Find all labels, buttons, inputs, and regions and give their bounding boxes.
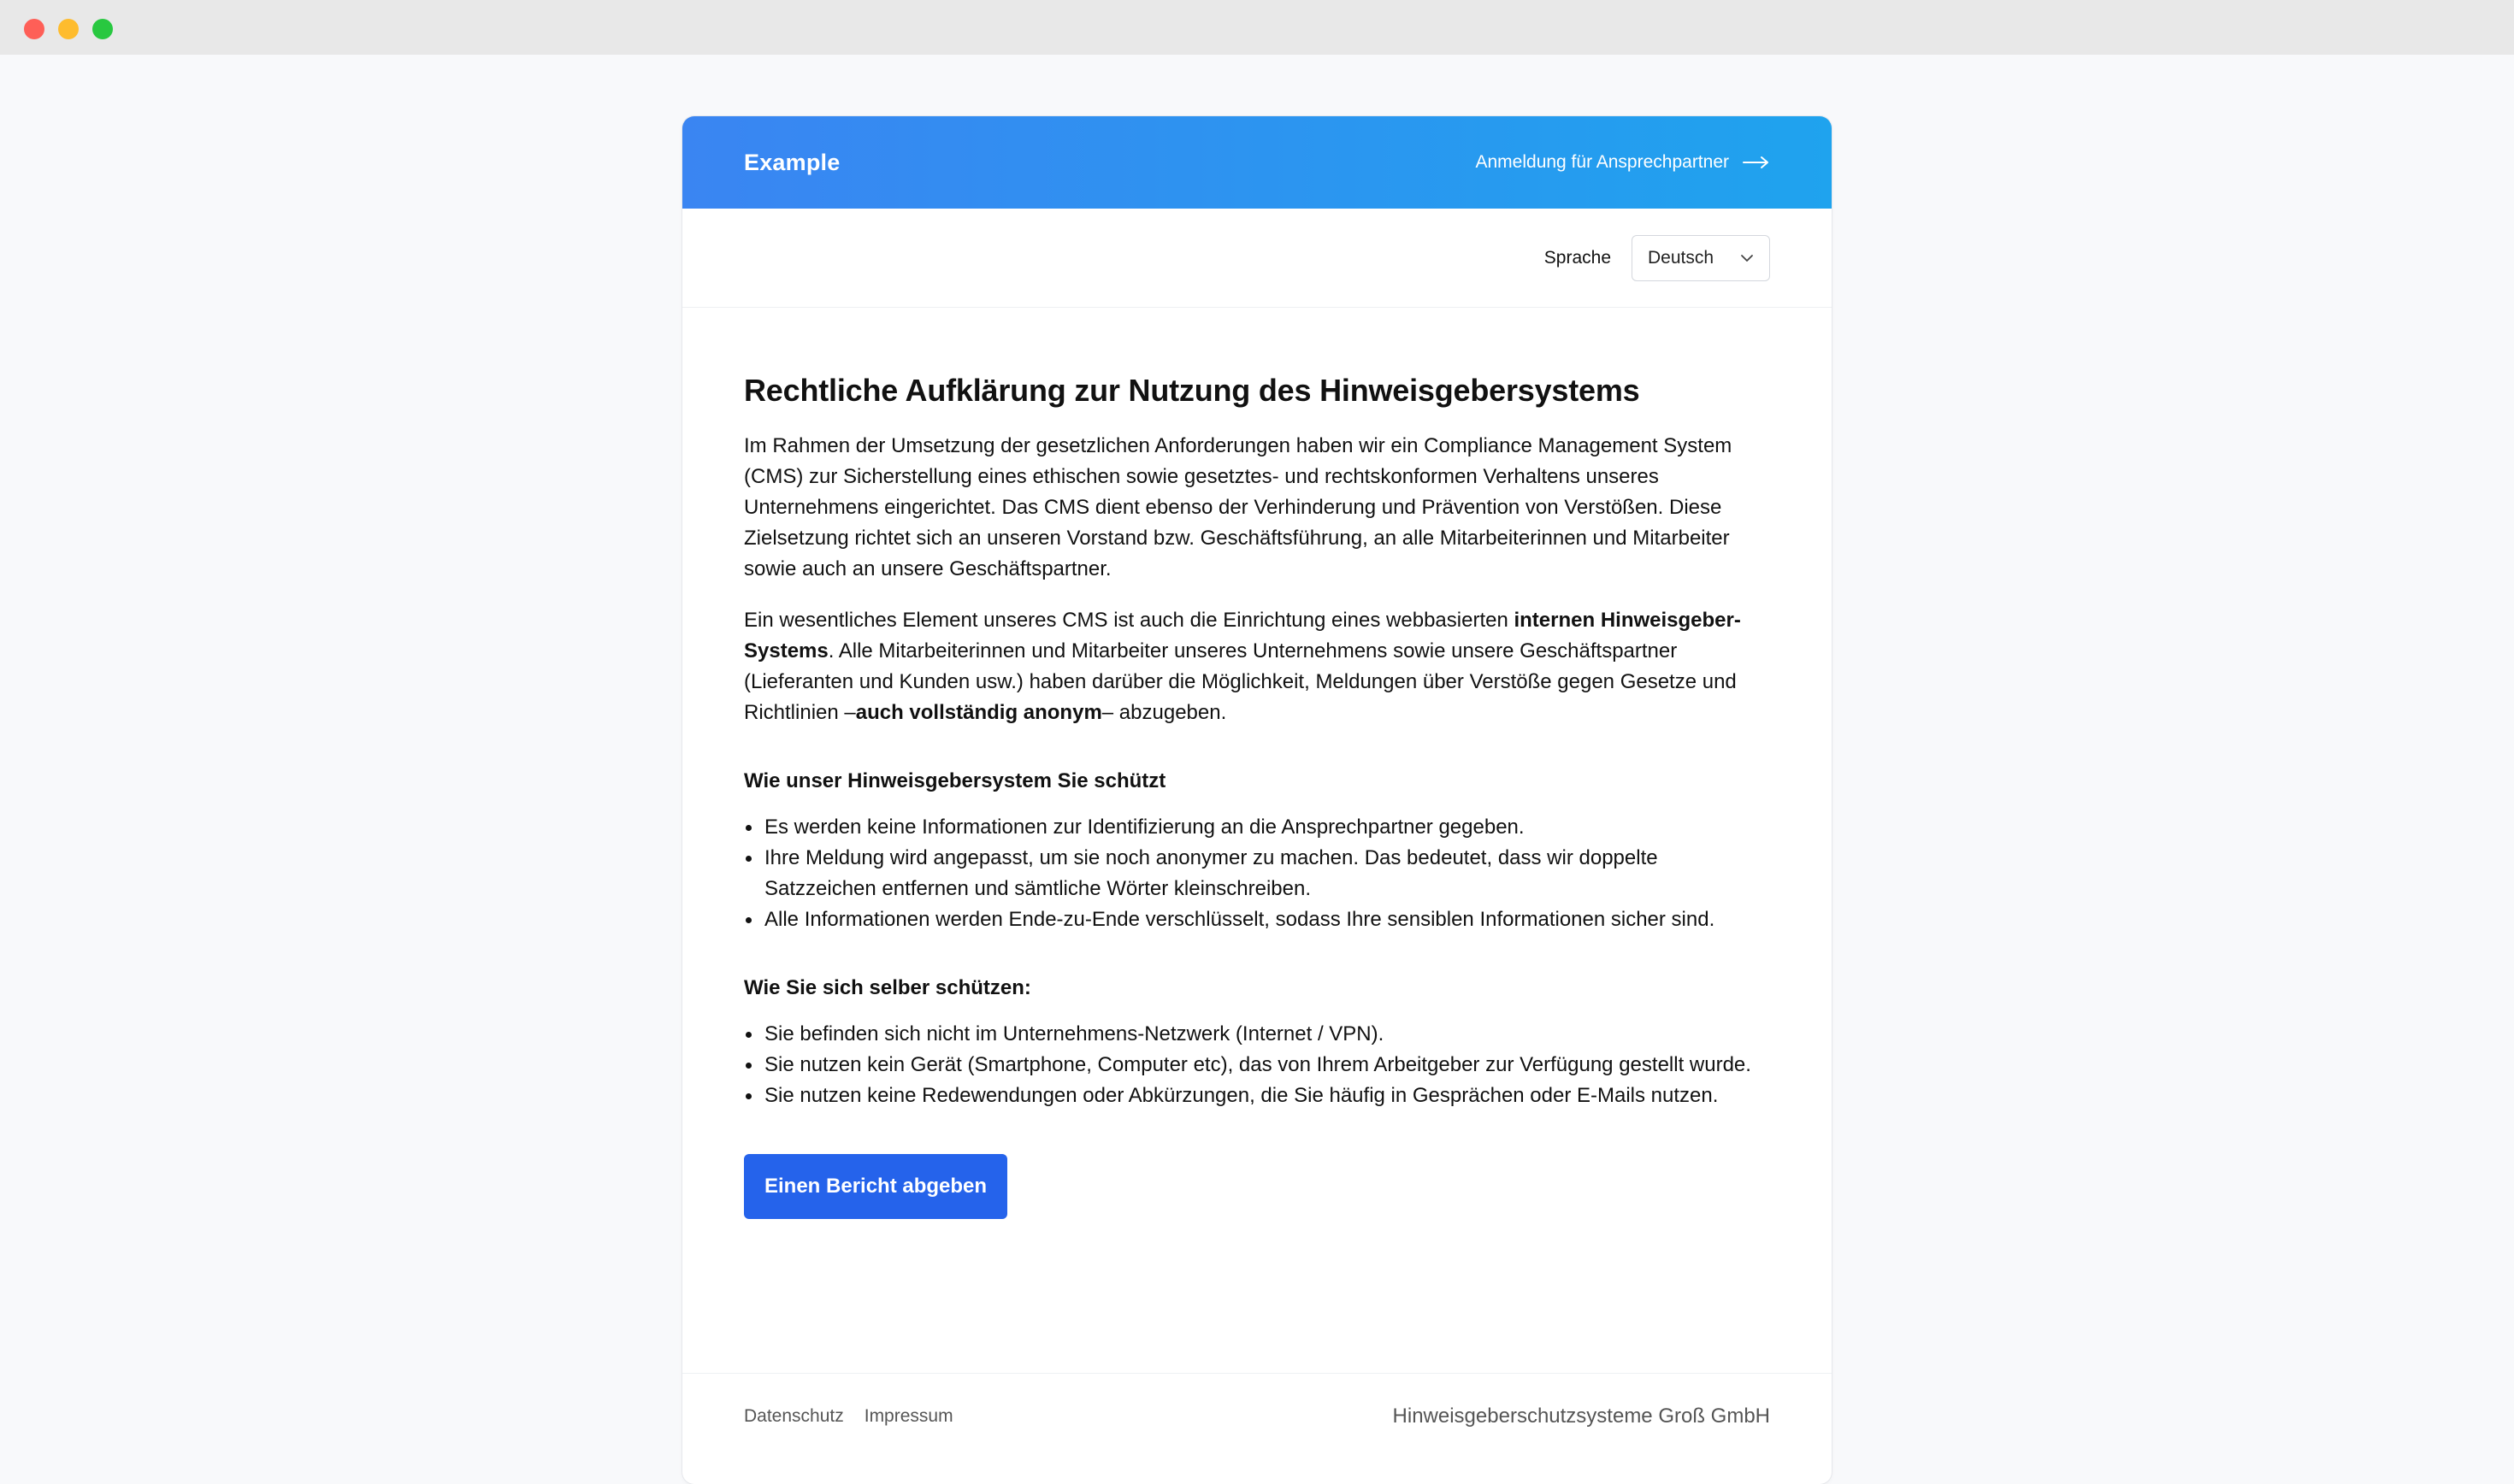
system-paragraph-text: – abzugeben. (1101, 701, 1227, 724)
content-area (682, 308, 1832, 1219)
language-select[interactable] (1632, 235, 1770, 281)
language-label: Sprache (1543, 247, 1611, 268)
language-selected-value: Deutsch (1648, 247, 1714, 268)
system-paragraph-emphasis: internen Hinweisgeber-Systems (744, 609, 1741, 662)
contact-login-link[interactable] (1475, 152, 1770, 173)
contact-login-label: Anmeldung für Ansprechpartner (1475, 152, 1729, 172)
language-bar (682, 209, 1832, 308)
system-paragraph-text: Ein wesentliches Element unseres CMS ist auch die Einrichtung eines webbasierten (744, 609, 1514, 632)
page-title: Rechtliche Aufklärung zur Nutzung des Hinweisgebersystems (744, 373, 1640, 408)
system-paragraph (744, 605, 1770, 728)
anonymous-emphasis: auch vollständig anonym (855, 701, 1102, 724)
zoom-window-button[interactable] (92, 19, 113, 39)
list-item: Sie nutzen kein Gerät (Smartphone, Computer etc), das von Ihrem Arbeitgeber zur Verfügung gestellt wurde. (744, 1050, 1770, 1081)
company-name: Hinweisgeberschutzsysteme Groß GmbH (1392, 1404, 1770, 1428)
list-item: Sie nutzen keine Redewendungen oder Abkürzungen, die Sie häufig in Gesprächen oder E-Mails nutzen. (744, 1081, 1770, 1111)
protection-heading: Wie unser Hinweisgebersystem Sie schützt (744, 769, 1166, 792)
list-item: Es werden keine Informationen zur Identifizierung an die Ansprechpartner gegeben. (744, 812, 1770, 843)
list-item: Ihre Meldung wird angepasst, um sie noch anonymer zu machen. Das bedeutet, dass wir doppelte Satzzeichen entfernen und sämtliche Wörter kleinschreiben. (744, 843, 1770, 904)
privacy-link[interactable]: Datenschutz (744, 1405, 844, 1426)
brand-logo[interactable]: Example (744, 149, 841, 175)
intro-paragraph: Im Rahmen der Umsetzung der gesetzlichen Anforderungen haben wir ein Compliance Management System (CMS) zur Sicherstellung eines ethischen sowie gesetztes- und rechtskonformen Verhaltens unseres Unternehmens eingerichtet. Das CMS dient ebenso der Verhinderung und Prävention von Verstößen. Diese Zielsetzung richtet sich an unseren Vorstand bzw. Geschäftsführung, an alle Mitarbeiterinnen und Mitarbeiter sowie auch an unsere Geschäftspartner. (744, 434, 1732, 580)
self-protection-heading: Wie Sie sich selber schützen: (744, 976, 1031, 999)
list-item: Sie befinden sich nicht im Unternehmens-Netzwerk (Internet / VPN). (744, 1019, 1770, 1050)
main-card (682, 116, 1832, 1484)
close-window-button[interactable] (24, 19, 44, 39)
imprint-link[interactable]: Impressum (864, 1405, 953, 1426)
page-header (682, 116, 1832, 209)
window-titlebar (0, 0, 2514, 55)
page-footer (682, 1373, 1832, 1458)
minimize-window-button[interactable] (58, 19, 79, 39)
chevron-down-icon (1740, 254, 1754, 262)
list-item: Alle Informationen werden Ende-zu-Ende verschlüsselt, sodass Ihre sensiblen Informationen sicher sind. (744, 904, 1770, 935)
protection-list (744, 812, 1770, 935)
self-protection-list (744, 1019, 1770, 1111)
arrow-right-icon (1743, 156, 1770, 169)
submit-report-button[interactable]: Einen Bericht abgeben (744, 1154, 1007, 1219)
system-paragraph-text: . Alle Mitarbeiterinnen und Mitarbeiter unseres Unternehmens sowie unsere Geschäftspartner (Lieferanten und Kunden usw.) haben darüber die Möglichkeit, Meldungen über Verstöße gegen Gesetze und Richtlinien – (744, 639, 1737, 724)
footer-links (744, 1406, 953, 1427)
